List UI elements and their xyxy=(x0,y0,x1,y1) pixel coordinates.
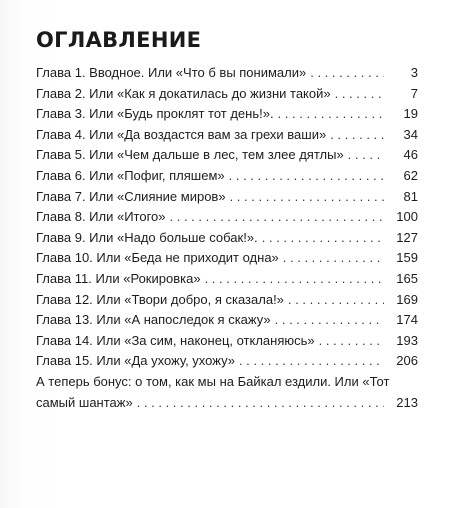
toc-entry-page: 213 xyxy=(396,394,418,410)
toc-entry-title: Глава 4. Или «Да воздастся вам за грехи ваши» xyxy=(36,126,327,142)
dot-leader xyxy=(205,269,384,290)
toc-entry-title: Глава 11. Или «Рокировка» xyxy=(36,270,201,286)
toc-entry-12 xyxy=(36,290,418,311)
toc-entry-title: Глава 6. Или «Пофиг, пляшем» xyxy=(36,167,225,183)
toc-entry-7 xyxy=(36,187,418,208)
toc-entry-page: 206 xyxy=(396,353,418,369)
toc-bonus-title-line2: самый шантаж» xyxy=(36,394,133,410)
toc-entry-page: 62 xyxy=(403,167,418,183)
toc-entry-title: Глава 15. Или «Да ухожу, ухожу» xyxy=(36,353,235,369)
dot-leader xyxy=(278,104,384,125)
dot-leader xyxy=(262,228,384,249)
toc-entry-8 xyxy=(36,207,418,228)
toc-entry-6 xyxy=(36,166,418,187)
dot-leader xyxy=(137,393,384,414)
toc-entry-title: Глава 13. Или «А напоследок я скажу» xyxy=(36,312,271,328)
toc-entry-3 xyxy=(36,104,418,125)
toc-entry-page: 169 xyxy=(396,291,418,307)
dot-leader xyxy=(275,310,384,331)
toc-entry-page: 3 xyxy=(410,65,418,80)
toc-entry-page: 46 xyxy=(403,147,418,163)
toc-entry-4 xyxy=(36,125,418,146)
toc-entry-title: Глава 7. Или «Слияние миров» xyxy=(36,188,226,204)
toc-entry-2 xyxy=(36,84,418,105)
dot-leader xyxy=(170,207,384,228)
dot-leader xyxy=(319,331,384,352)
table-of-contents xyxy=(36,63,418,413)
toc-entry-page: 193 xyxy=(396,332,418,348)
toc-entry-page: 174 xyxy=(396,312,418,328)
toc-entry-14 xyxy=(36,331,418,352)
toc-entry-11 xyxy=(36,269,418,290)
toc-entry-1 xyxy=(36,63,418,84)
dot-leader xyxy=(348,145,384,166)
toc-entry-page: 127 xyxy=(396,229,418,245)
toc-entry-page: 34 xyxy=(403,126,418,142)
toc-bonus-row xyxy=(36,393,418,414)
toc-entry-title: Глава 12. Или «Твори добро, я сказала!» xyxy=(36,291,284,307)
toc-entry-bonus xyxy=(36,372,418,413)
toc-entry-title: Глава 3. Или «Будь проклят тот день!». xyxy=(36,106,274,122)
dot-leader xyxy=(335,84,384,105)
toc-entry-15 xyxy=(36,351,418,372)
toc-entry-title: Глава 14. Или «За сим, наконец, откланяюсь» xyxy=(36,332,315,348)
toc-entry-title: Глава 1. Вводное. Или «Что б вы понимали» xyxy=(36,65,307,80)
dot-leader xyxy=(239,351,384,372)
toc-entry-page: 81 xyxy=(403,188,418,204)
toc-entry-page: 7 xyxy=(410,85,418,101)
toc-entry-title: Глава 9. Или «Надо больше собак!». xyxy=(36,229,258,245)
toc-bonus-title-line1: А теперь бонус: о том, как мы на Байкал ездили. Или «Тот xyxy=(36,373,390,389)
dot-leader xyxy=(283,248,384,269)
toc-entry-title: Глава 2. Или «Как я докатилась до жизни такой» xyxy=(36,85,331,101)
toc-entry-title: Глава 10. Или «Беда не приходит одна» xyxy=(36,250,279,266)
toc-entry-page: 19 xyxy=(403,106,418,122)
toc-entry-page: 165 xyxy=(396,270,418,286)
dot-leader xyxy=(310,63,384,84)
toc-entry-9 xyxy=(36,228,418,249)
toc-entry-page: 100 xyxy=(396,209,418,225)
dot-leader xyxy=(230,187,384,208)
toc-entry-13 xyxy=(36,310,418,331)
toc-heading: ОГЛАВЛЕНИЕ xyxy=(36,28,202,52)
dot-leader xyxy=(288,290,384,311)
toc-entry-title: Глава 8. Или «Итого» xyxy=(36,209,166,225)
toc-entry-page: 159 xyxy=(396,250,418,266)
toc-entry-title: Глава 5. Или «Чем дальше в лес, тем злее дятлы» xyxy=(36,147,344,163)
dot-leader xyxy=(229,166,384,187)
toc-entry-10 xyxy=(36,248,418,269)
dot-leader xyxy=(330,125,384,146)
toc-entry-5 xyxy=(36,145,418,166)
